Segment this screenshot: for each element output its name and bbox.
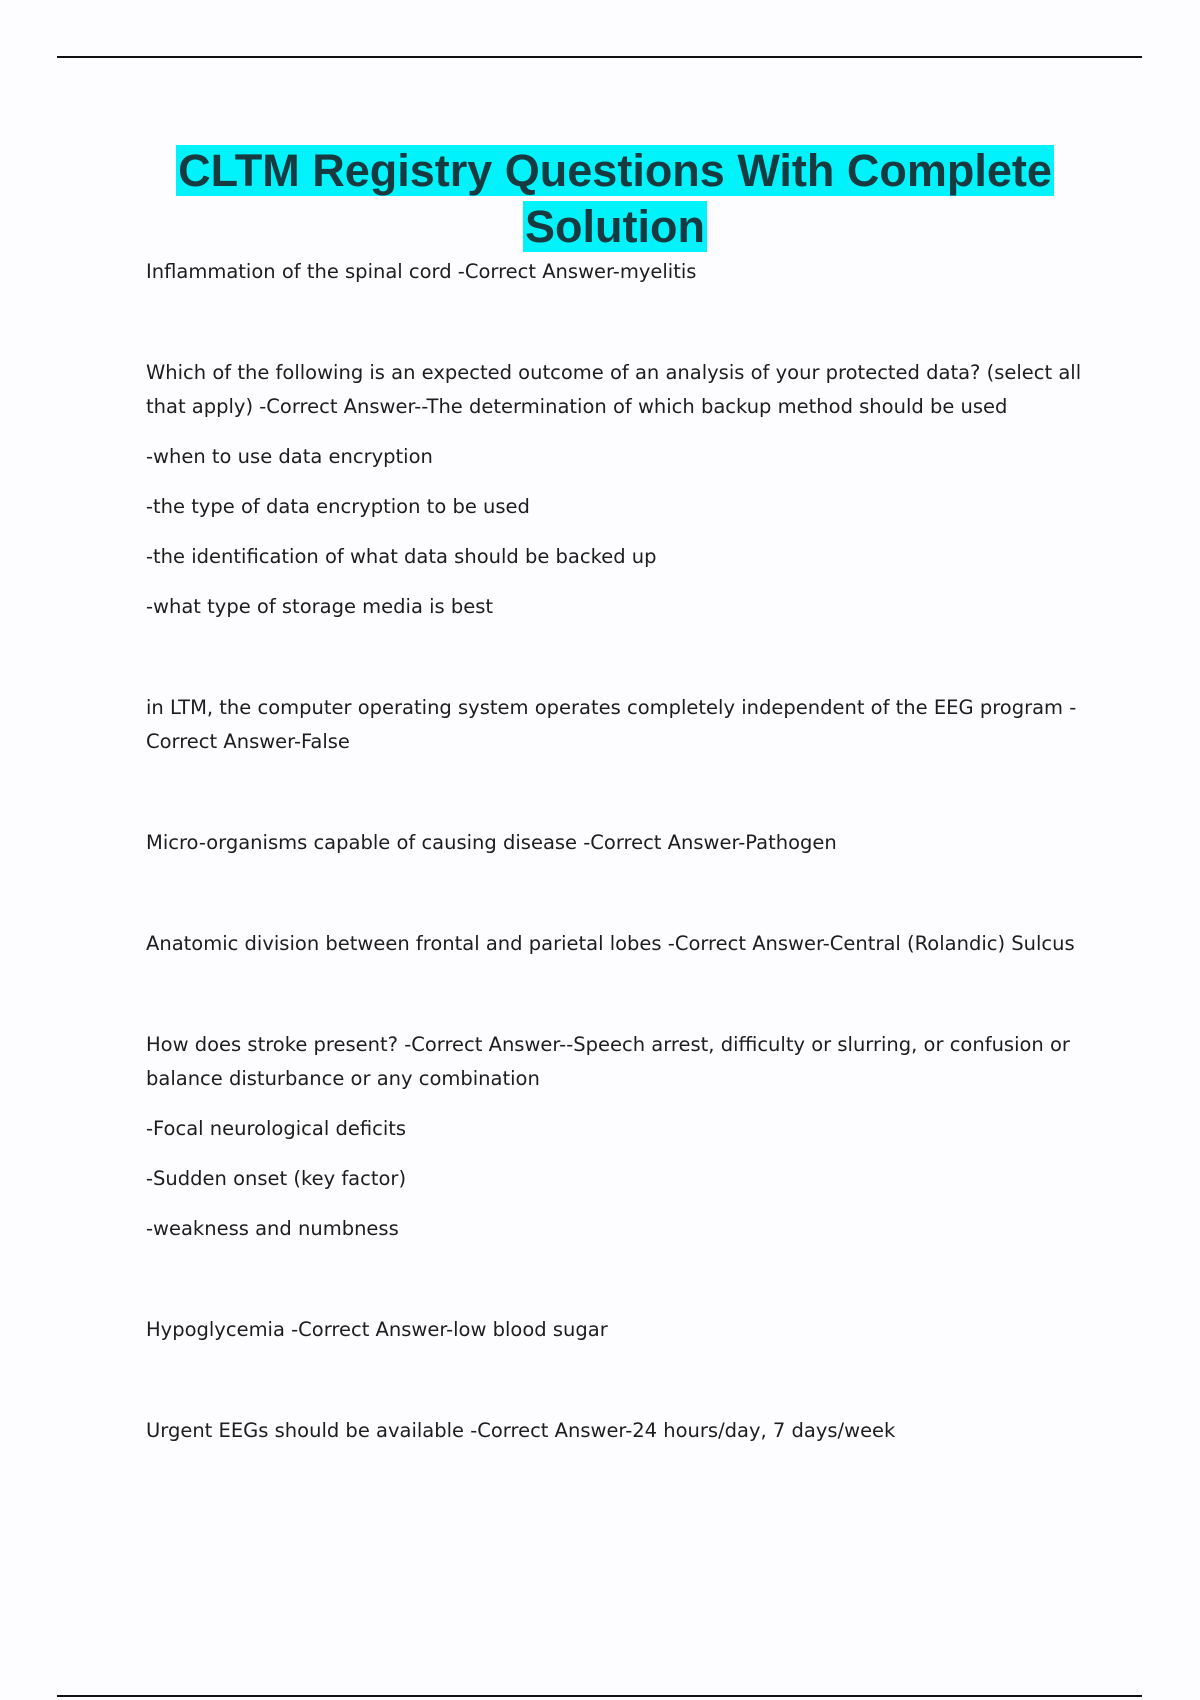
qa-subitem: -Focal neurological deficits: [146, 1117, 407, 1140]
qa-subitem: -Sudden onset (key factor): [146, 1167, 407, 1190]
spacer: [146, 1347, 1096, 1414]
qa-item: Hypoglycemia -Correct Answer-low blood sugar: [146, 1318, 608, 1341]
header-rule: [57, 56, 1142, 58]
title-highlight: CLTM Registry Questions With Complete Solution: [178, 145, 1052, 252]
spacer: [146, 759, 1096, 826]
qa-item: Inflammation of the spinal cord -Correct Answer-myelitis: [146, 260, 697, 283]
qa-item: Urgent EEGs should be available -Correct Answer-24 hours/day, 7 days/week: [146, 1419, 896, 1442]
qa-list: [146, 255, 1096, 1448]
footer-rule: [57, 1695, 1142, 1697]
spacer: [146, 289, 1096, 356]
spacer: [146, 961, 1096, 1028]
qa-subitem: -the type of data encryption to be used: [146, 495, 530, 518]
qa-item: Micro-organisms capable of causing disease -Correct Answer-Pathogen: [146, 831, 837, 854]
qa-subitem: -when to use data encryption: [146, 445, 433, 468]
spacer: [146, 1246, 1096, 1313]
qa-subitem: -the identification of what data should be backed up: [146, 545, 657, 568]
spacer: [146, 624, 1096, 691]
qa-item: Which of the following is an expected outcome of an analysis of your protected data? (select all that apply) -Correct Answer--The determination of which backup method should be used: [146, 361, 1082, 418]
qa-item: Anatomic division between frontal and parietal lobes -Correct Answer-Central (Rolandic) Sulcus: [146, 932, 1075, 955]
qa-item: How does stroke present? -Correct Answer--Speech arrest, difficulty or slurring, or confusion or balance disturbance or any combination: [146, 1033, 1070, 1090]
document-title: [140, 143, 1090, 255]
qa-subitem: -what type of storage media is best: [146, 595, 494, 618]
qa-subitem: -weakness and numbness: [146, 1217, 399, 1240]
qa-item: in LTM, the computer operating system operates completely independent of the EEG program -Correct Answer-False: [146, 696, 1077, 753]
spacer: [146, 860, 1096, 927]
